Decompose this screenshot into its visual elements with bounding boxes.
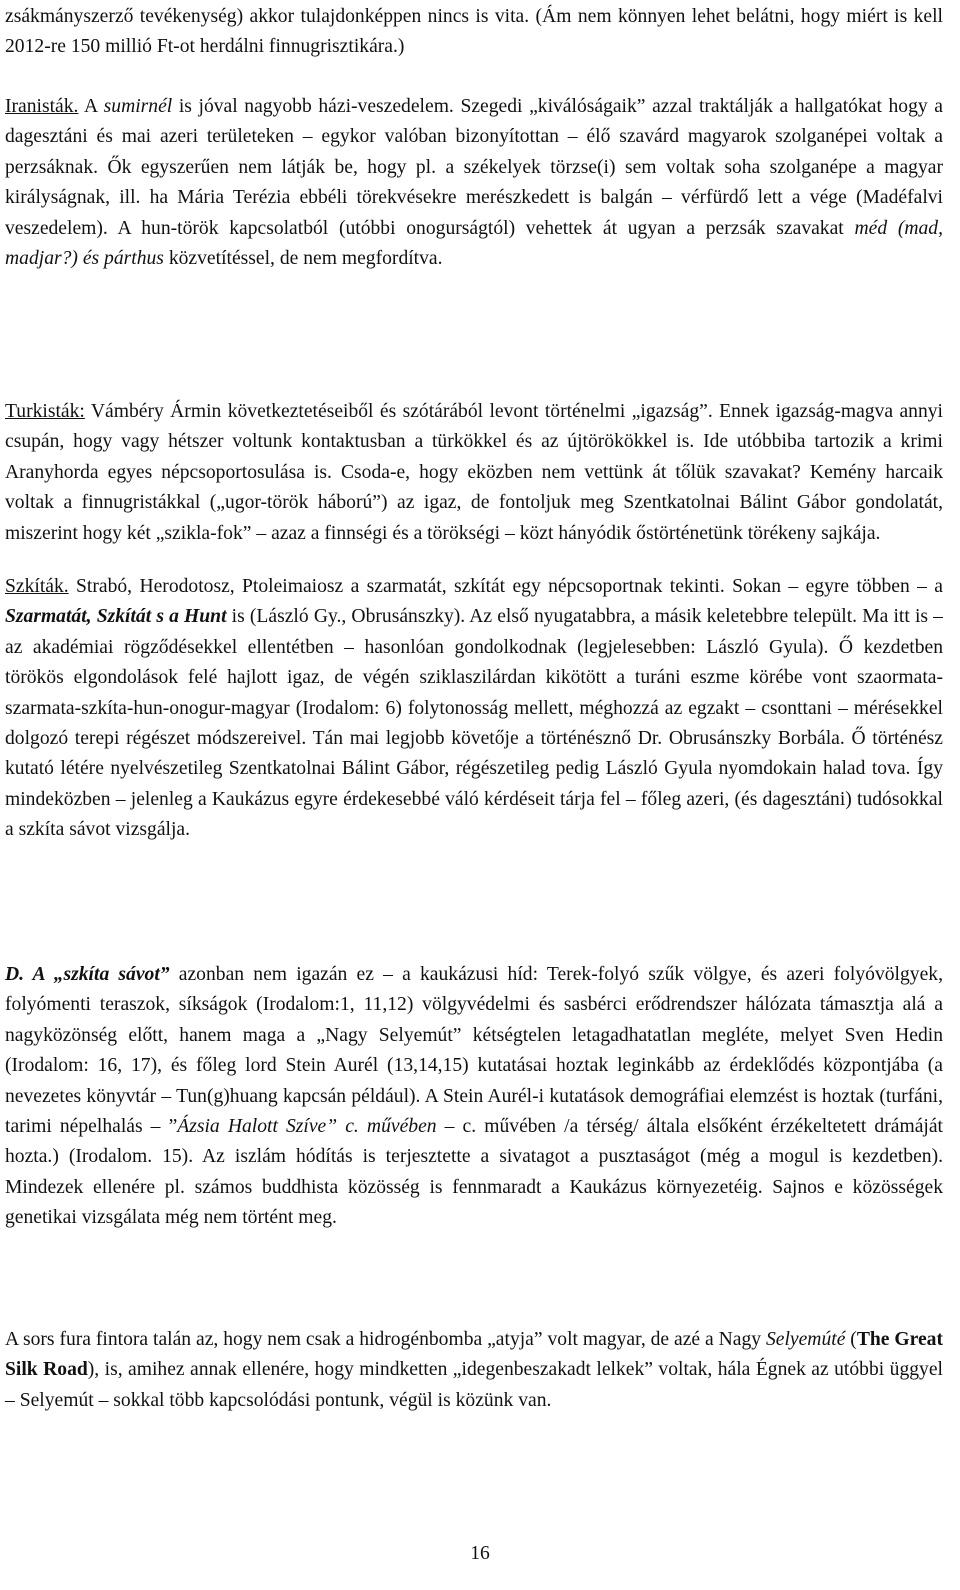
paragraph-sors: A sors fura fintora talán az, hogy nem csak a hidrogénbomba „atyja” volt magyar, de azé a Nagy Selyemúté (The Great Silk Road), is, amihez annak ellenére, hogy mindketten „idegenbeszakadt lelkek” voltak, hála Égnek az utóbbi üggyel – Selyemút – sokkal több kapcsolódási pontunk, végül is közünk van.: [5, 1329, 943, 1411]
section-label-d: D. A „szkíta sávot”: [5, 964, 170, 985]
paragraph-iranistak: Iranisták. A sumirnél is jóval nagyobb házi-veszedelem. Szegedi „kiválóságaik” azzal traktálják a hallgatókat hogy a dagesztáni és mai azeri területeken – egykor valóban bizonyítottan – élő szavárd magyarok szolganépei voltak a perzsáknak. Ők egyszerűen nem látják be, hogy pl. a székelyek törzse(i) sem voltak soha szolganépe a magyar királyságnak, ill. ha Mária Terézia ebbéli törekvésekre merészkedett is balgán – vérfürdő lett a vége (Madéfalvi veszedelem). A hun-török kapcsolatból (utóbbi onogurságtól) vehettek át ugyan a perzsák szavakat méd (mad, madjar?) és párthus közvetítéssel, de nem megfordítva.: [5, 96, 943, 270]
book-title-azsia: Ázsia Halott Szíve” c. művében: [177, 1116, 437, 1138]
paragraph-intro-text: zsákmányszerző tevékenység) akkor tulajdonképpen nincs is vita. (Ám nem könnyen lehet belátni, hogy miért is kell 2012-re 150 millió Ft-ot herdálni finnugrisztikára.): [5, 6, 943, 58]
section-label-szkitak: Szkíták.: [5, 576, 69, 597]
paragraph-intro: [5, 2, 943, 63]
section-label-iranistak: Iranisták.: [5, 96, 79, 117]
paragraph-szkita-sav: D. A „szkíta sávot” azonban nem igazán ez – a kaukázusi híd: Terek-folyó szűk völgye, és azeri folyóvölgyek, folyómenti teraszok, síkságok (Irodalom:1, 11,12) völgyvédelmi és sasbérci erődrendszer hálózata támasztja alá a nagyközönség előtt, hanem maga a „Nagy Selyemút” kétségtelen letagadhatatlan megléte, melyet Sven Hedin (Irodalom: 16, 17), és főleg lord Stein Aurél (13,14,15) kutatásai hoztak leginkább az érdeklődés központjába (a nevezetes könyvtár – Tun(g)huang kapcsán például). A Stein Aurél-i kutatások demográfiai elemzést is hoztak (turfáni, tarimi népelhalás – ”Ázsia Halott Szíve” c. művében – c. művében /a térség/ általa elsőként érzékeltetett drámáját hozta.) (Irodalom. 15). Az iszlám hódítás is terjesztette a sivatagot a pusztaságot (még a mogul is kezdetben). Mindezek ellenére pl. számos buddhista közösség is fennmaradt a Kaukázus környezetéig. Sajnos e közösségek genetikai vizsgálata még nem történt meg.: [5, 964, 943, 1229]
book-title-szarmatat: Szarmatát, Szkítát s a Hunt: [5, 606, 227, 628]
book-title-silk-road: The Great Silk Road: [5, 1329, 943, 1381]
page-number: 16: [470, 1543, 490, 1564]
paragraph-szkitak: Szkíták. Strabó, Herodotosz, Ptoleimaiosz a szarmatát, szkítát egy népcsoportnak tekinti. Sokan – egyre többen – a Szarmatát, Szkítát s a Hunt is (László Gy., Obrusánszky). Az első nyugatabbra, a másik keletebbre települt. Ma itt is – az akadémiai rögződésekkel ellentétben – hasonlóan gondolkodnak (legjelesebben: László Gyula). Ő kezdetben törökös elgondolások felé hajlott igaz, de végén sziklaszilárdan kikötött a turáni eszme körébe vont szaormata-szarmata-szkíta-hun-onogur-magyar (Irodalom: 6) folytonosság mellett, méghozzá az egzakt – csonttani – mérésekkel dolgozó terepi régészet módszereivel. Tán mai legjobb követője a történésznő Dr. Obrusánszky Borbála. Ő történész kutató létére nyelvészetileg Szentkatolnai Bálint Gábor, régészetileg pedig László Gyula nyomdokain halad tova. Így mindeközben – jelenleg a Kaukázus egyre érdekesebbé váló kérdéseit tárja fel – főleg azeri, (és dagesztáni) tudósokkal a szkíta sávot vizsgálja.: [5, 576, 943, 841]
section-label-turkistak: Turkisták:: [5, 401, 85, 422]
paragraph-turkistak: Turkisták: Vámbéry Ármin következtetéseiből és szótárából levont történelmi „igazság”. Ennek igazság-magva annyi csupán, hogy vagy hétszer voltunk kontaktusban a türkökkel és az újtörökökkel is. Ide utóbbiba tartozik a krimi Aranyhorda egyes népcsoportosulása is. Csoda-e, hogy eközben nem vettünk át tőlük szavakat? Kemény harcaik voltak a finnugristákkal („ugor-török háború”) az igaz, de fontoljuk meg Szentkatolnai Bálint Gábor gondolatát, miszerint hogy két „szikla-fok” – azaz a finnségi és a törökségi – közt hányódik őstörténetünk törékeny sajkája.: [5, 401, 943, 544]
